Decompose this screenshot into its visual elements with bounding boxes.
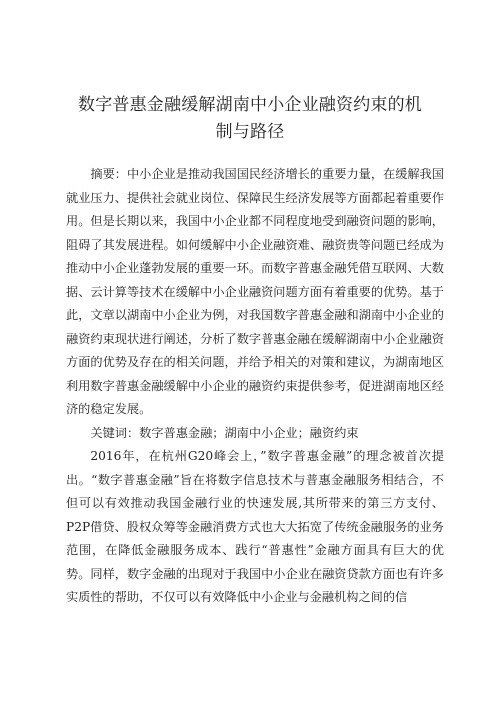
keywords-paragraph: 关键词：数字普惠金融；湖南中小企业；融资约束 <box>90 425 359 440</box>
title-line-1: 数字普惠金融缓解湖南中小企业融资约束的机 <box>78 95 422 115</box>
document-title <box>60 92 440 146</box>
title-line-2: 制与路径 <box>215 122 285 142</box>
intro-paragraph: 2016年，在杭州G20峰会上，”数字普惠金融”的理念被首次提出。“数字普惠金融”旨在将数字信息技术与普惠金融服务相结合，不但可以有效推动我国金融行业的快速发展,其所带来的第三方支付、P2P借贷、股权众筹等金融消费方式也大大拓宽了传统金融服务的业务范围，在降低金融服务成本、践行“普惠性”金融方面具有巨大的优势。同样，数字金融的出现对于我国中小企业在融资贷款方面也有许多实质性的帮助，不仅可以有效降低中小企业与金融机构之间的信 <box>66 449 444 604</box>
abstract-paragraph: 摘要：中小企业是推动我国国民经济增长的重要力量，在缓解我国就业压力、提供社会就业岗位、保障民生经济发展等方面都起着重要作用。但是长期以来，我国中小企业都不同程度地受到融资问题的影响，阻碍了其发展进程。如何缓解中小企业融资难、融资贵等问题已经成为推动中小企业蓬勃发展的重要一环。而数字普惠金融凭借互联网、大数据、云计算等技术在缓解中小企业融资问题方面有着重要的优势。基于此，文章以湖南中小企业为例，对我国数字普惠金融和湖南中小企业的融资约束现状进行阐述，分析了数字普惠金融在缓解湖南中小企业融资方面的优势及存在的相关问题，并给予相关的对策和建议，为湖南地区利用数字普惠金融缓解中小企业的融资约束提供参考，促进湖南地区经济的稳定发展。 <box>66 167 444 416</box>
document-body <box>66 163 444 610</box>
